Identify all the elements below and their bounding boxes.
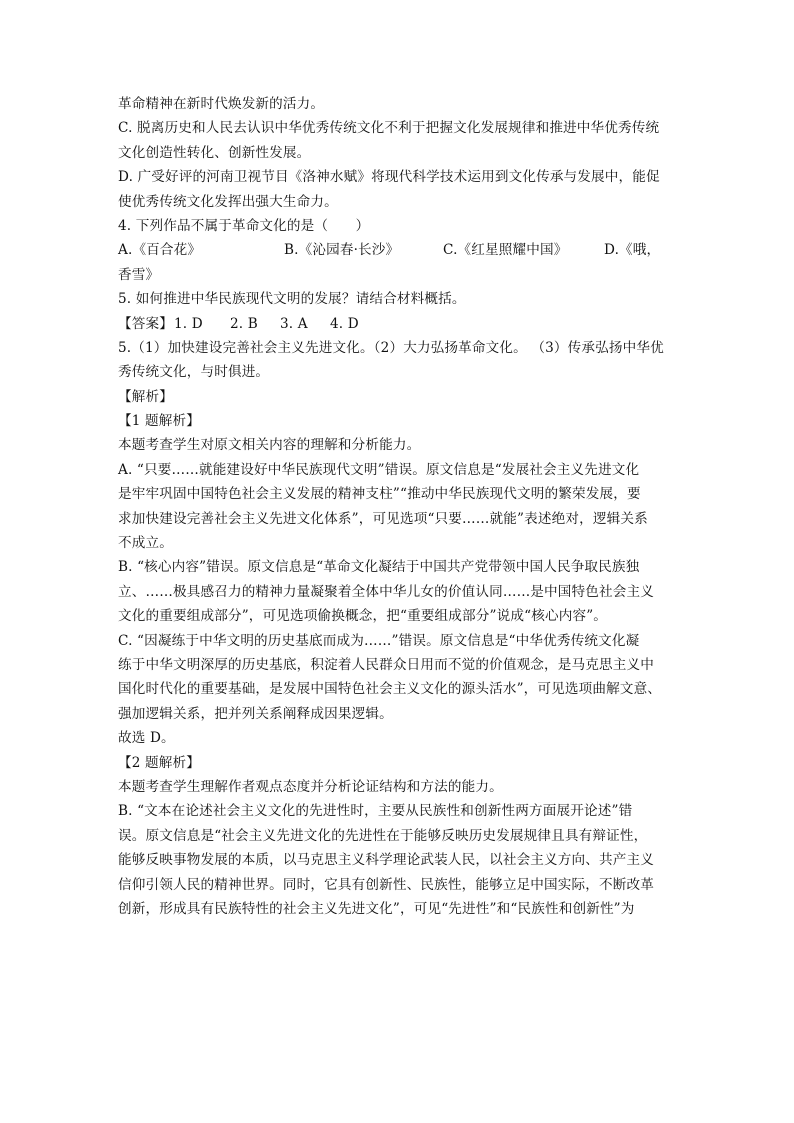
q2-analysis-b-line: 误。原文信息是“社会主义先进文化的先进性在于能够反映历史发展规律且具有辩证性，: [118, 827, 648, 844]
answer-q4: 4. D: [330, 315, 359, 332]
q1-analysis-c-line: 练于中华文明深厚的历史基底，积淀着人民群众日用而不觉的价值观念，是马克思主义中: [118, 656, 655, 673]
q2-analysis-b-line: B. “文本在论述社会主义文化的先进性时，主要从民族性和创新性两方面展开论述”错: [118, 803, 633, 820]
q4-stem: 4. 下列作品不属于革命文化的是（ ）: [118, 217, 370, 234]
q4-option-d-continued: 香雪》: [118, 266, 160, 283]
q1-analysis-heading: 【1 题解析】: [118, 413, 200, 430]
q2-analysis-heading: 【2 题解析】: [118, 754, 200, 771]
q2-analysis-b-line: 信仰引领人民的精神世界。同时，它具有创新性、民族性，能够立足中国实际，不断改革: [118, 876, 655, 893]
answer-q5-line: 秀传统文化，与时俱进。: [118, 364, 270, 381]
answer-label: 【答案】: [118, 315, 173, 332]
document-body: [118, 92, 678, 921]
q1-analysis-c-line: 强加逻辑关系，把并列关系阐释成因果逻辑。: [118, 705, 393, 722]
q4-option-d: D.《哦，: [604, 242, 661, 259]
q2-analysis-intro: 本题考查学生理解作者观点态度并分析论证结构和方法的能力。: [118, 778, 503, 795]
q1-analysis-c-line: C. “因凝练于中华文明的历史基底而成为……”错误。原文信息是“中华优秀传统文化凝: [118, 632, 640, 649]
q1-analysis-b-line: 文化的重要组成部分”，可见选项偷换概念，把“重要组成部分”说成“核心内容”。: [118, 608, 608, 625]
q5-stem: 5. 如何推进中华民族现代文明的发展？请结合材料概括。: [118, 291, 466, 308]
q1-analysis-a-line: A. “只要……就能建设好中华民族现代文明”错误。原文信息是“发展社会主义先进文化: [118, 461, 640, 478]
answer-q3: 3. A: [280, 315, 308, 332]
analysis-heading: 【解析】: [118, 388, 173, 405]
answer-row: [118, 312, 678, 336]
answer-q1: 1. D: [174, 315, 203, 332]
q1-conclusion: 故选 D。: [118, 730, 175, 747]
q3-option-c-line: 文化创造性转化、创新性发展。: [118, 144, 311, 161]
q3-continued-line: 革命精神在新时代焕发新的活力。: [118, 96, 325, 112]
q1-analysis-b-line: B. “核心内容”错误。原文信息是“革命文化凝结于中国共产党带领中国人民争取民族独: [118, 559, 640, 576]
q4-option-c: C.《红星照耀中国》: [443, 242, 568, 259]
q1-analysis-b-line: 立、……极具感召力的精神力量凝聚着全体中华儿女的价值认同……是中国特色社会主义: [118, 583, 655, 600]
q3-option-c-line: C. 脱离历史和人民去认识中华优秀传统文化不利于把握文化发展规律和推进中华优秀传统: [118, 120, 660, 137]
answer-q2: 2. B: [230, 315, 258, 332]
q4-option-a: A.《百合花》: [118, 242, 202, 259]
q3-option-d-line: D. 广受好评的河南卫视节目《洛神水赋》将现代科学技术运用到文化传承与发展中，能促: [118, 169, 660, 186]
q4-options-row: [118, 238, 678, 262]
q1-analysis-a-line: 是牢牢巩固中国特色社会主义发展的精神支柱”“推动中华民族现代文明的繁荣发展，要: [118, 486, 641, 503]
q1-analysis-a-line: 求加快建设完善社会主义先进文化体系”，可见选项“只要……就能”表述绝对，逻辑关系: [118, 510, 648, 527]
q1-analysis-a-line: 不成立。: [118, 535, 173, 552]
q2-analysis-b-line: 创新，形成具有民族特性的社会主义先进文化”，可见“先进性”和“民族性和创新性”为: [118, 900, 635, 917]
q2-analysis-b-line: 能够反映事物发展的本质，以马克思主义科学理论武装人民，以社会主义方向、共产主义: [118, 852, 655, 869]
q4-option-b: B.《沁园春·长沙》: [284, 242, 400, 259]
q3-option-d-line: 使优秀传统文化发挥出强大生命力。: [118, 193, 338, 210]
answer-q5-line: 5.（1）加快建设完善社会主义先进文化。（2）大力弘扬革命文化。 （3）传承弘扬中华优: [118, 339, 664, 356]
q1-analysis-c-line: 国化时代化的重要基础，是发展中国特色社会主义文化的源头活水”，可见选项曲解文意、: [118, 681, 662, 698]
q1-analysis-intro: 本题考查学生对原文相关内容的理解和分析能力。: [118, 437, 421, 454]
